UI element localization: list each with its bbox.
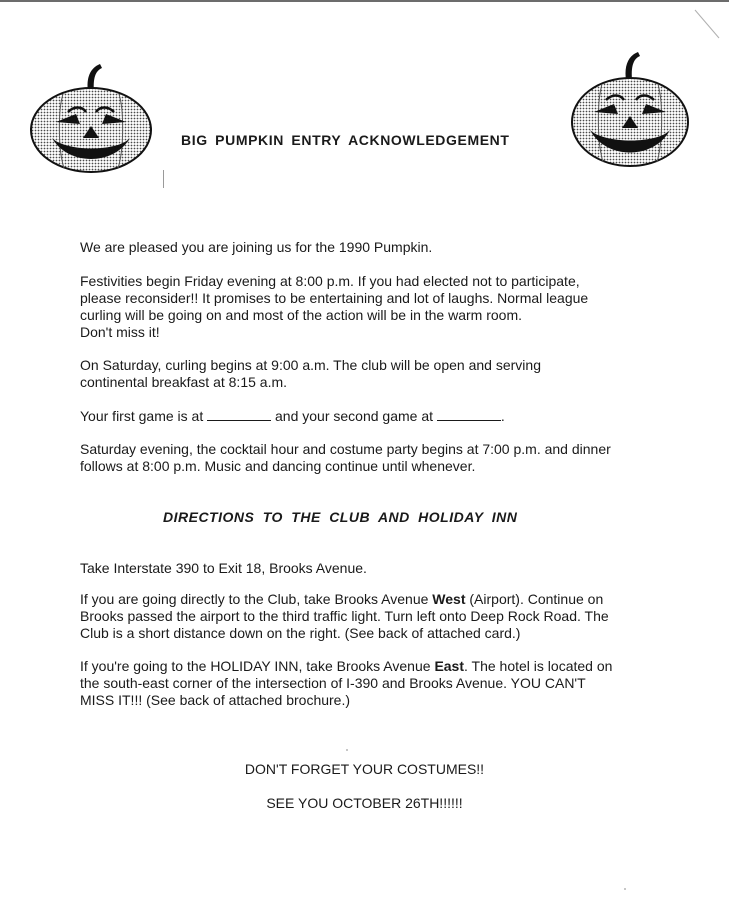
hotel-directions-text: If you're going to the HOLIDAY INN, take Brooks Avenue: [80, 658, 435, 674]
evening-line: Saturday evening, the cocktail hour and costume party begins at 7:00 p.m. and dinner: [80, 441, 611, 457]
club-directions-line: [80, 591, 670, 608]
festivities-paragraph: [80, 273, 670, 341]
see-you-line: SEE YOU OCTOBER 26TH!!!!!!: [266, 795, 463, 811]
hotel-directions-text: . The hotel is located on: [464, 658, 613, 674]
directions-heading: DIRECTIONS TO THE CLUB AND HOLIDAY INN: [163, 509, 518, 525]
pumpkin-icon: [28, 60, 154, 176]
game-times-paragraph: [80, 408, 670, 425]
second-game-label: and your second game at: [275, 408, 433, 424]
pumpkin-icon: [570, 50, 696, 170]
scan-mark: [163, 170, 164, 188]
scan-speck: [346, 749, 348, 751]
festivities-line: curling will be going on and most of the action will be in the warm room.: [80, 307, 522, 323]
scan-speck: [624, 888, 626, 890]
saturday-line: On Saturday, curling begins at 9:00 a.m. The club will be open and serving: [80, 357, 541, 373]
club-directions-line: Club is a short distance down on the right. (See back of attached card.): [80, 625, 521, 641]
intro-paragraph: We are pleased you are joining us for the 1990 Pumpkin.: [80, 239, 433, 255]
hotel-directions-paragraph: [80, 658, 670, 709]
club-directions-text: If you are going directly to the Club, take Brooks Avenue: [80, 591, 433, 607]
festivities-line: please reconsider!! It promises to be entertaining and lot of laughs. Normal league: [80, 290, 589, 306]
festivities-line: Don't miss it!: [80, 324, 160, 340]
saturday-line: continental breakfast at 8:15 a.m.: [80, 374, 288, 390]
scan-edge-line: [0, 0, 729, 2]
direction-east: East: [434, 658, 465, 674]
club-directions-paragraph: [80, 591, 670, 642]
hotel-directions-line: MISS IT!!! (See back of attached brochure.): [80, 692, 351, 708]
hotel-directions-line: the south-east corner of the intersection of I-390 and Brooks Avenue. YOU CAN'T: [80, 675, 586, 691]
evening-paragraph: [80, 441, 670, 475]
page-title: BIG PUMPKIN ENTRY ACKNOWLEDGEMENT: [181, 132, 510, 148]
evening-line: follows at 8:00 p.m. Music and dancing continue until whenever.: [80, 458, 476, 474]
saturday-paragraph: [80, 357, 670, 391]
club-directions-text: (Airport). Continue on: [465, 591, 604, 607]
page-corner-mark: [693, 8, 723, 48]
festivities-line: Festivities begin Friday evening at 8:00 p.m. If you had elected not to participate,: [80, 273, 580, 289]
hotel-directions-line: [80, 658, 670, 675]
costume-reminder: DON'T FORGET YOUR COSTUMES!!: [244, 761, 485, 777]
direction-west: West: [432, 591, 466, 607]
first-game-label: Your first game is at: [80, 408, 204, 424]
second-game-blank: [437, 409, 501, 421]
interstate-paragraph: Take Interstate 390 to Exit 18, Brooks Avenue.: [80, 560, 367, 576]
club-directions-line: Brooks passed the airport to the third traffic light. Turn left onto Deep Rock Road. The: [80, 608, 609, 624]
first-game-blank: [207, 409, 271, 421]
game-line-end: .: [500, 408, 505, 424]
